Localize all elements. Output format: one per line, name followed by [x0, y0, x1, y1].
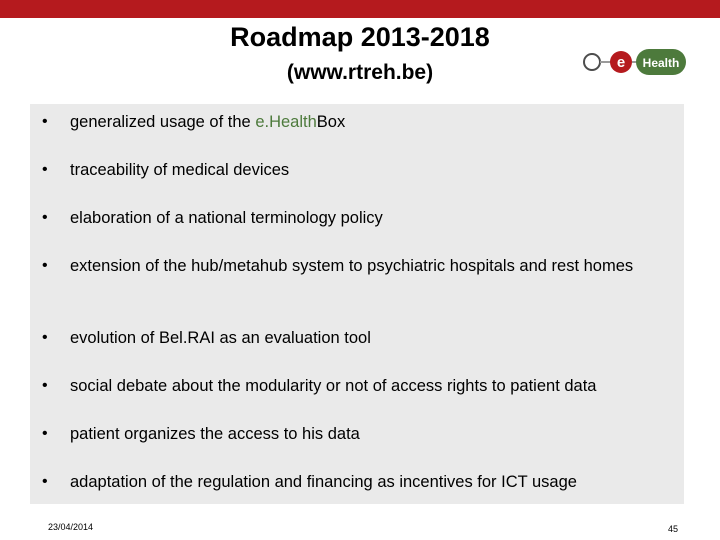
bullet-dot: •: [42, 329, 48, 346]
page-number: 45: [667, 524, 678, 534]
bullet-dot: •: [42, 161, 48, 178]
bullet-text: adaptation of the regulation and financing as incentives for ICT usage: [70, 473, 577, 491]
bullet-text: social debate about the modularity or not of access rights to patient data: [70, 377, 597, 395]
bullet-text: evolution of Bel.RAI as an evaluation tool: [70, 329, 371, 347]
ehealth-highlight: e.Health: [255, 113, 317, 131]
slide-subtitle: (www.rtreh.be): [286, 61, 434, 84]
bullet-dot: •: [42, 209, 48, 226]
slide-title: Roadmap 2013-2018: [230, 22, 490, 52]
bullet-dot: •: [42, 377, 48, 394]
bullet-text: elaboration of a national terminology policy: [70, 209, 383, 227]
bullet-dot: •: [42, 473, 48, 490]
logo-health-text: Health: [642, 56, 680, 70]
bullet-text: extension of the hub/metahub system to psychiatric hospitals and rest homes: [70, 257, 634, 275]
bullet-text: traceability of medical devices: [70, 161, 290, 179]
logo-ring-icon: [584, 54, 600, 70]
bullet-panel: [30, 104, 684, 504]
bullet-text: patient organizes the access to his data: [70, 425, 360, 443]
bullet-dot: •: [42, 425, 48, 442]
footer-date: 23/04/2014: [48, 522, 94, 532]
ehealth-logo: [578, 46, 688, 78]
bullet-dot: •: [42, 113, 48, 130]
bullet-dot: •: [42, 257, 48, 274]
top-accent-bar: [0, 0, 720, 18]
bullet-text-suffix: Box: [316, 113, 346, 131]
bullet-text: generalized usage of the: [70, 113, 256, 131]
logo-e-text: e: [616, 54, 626, 71]
